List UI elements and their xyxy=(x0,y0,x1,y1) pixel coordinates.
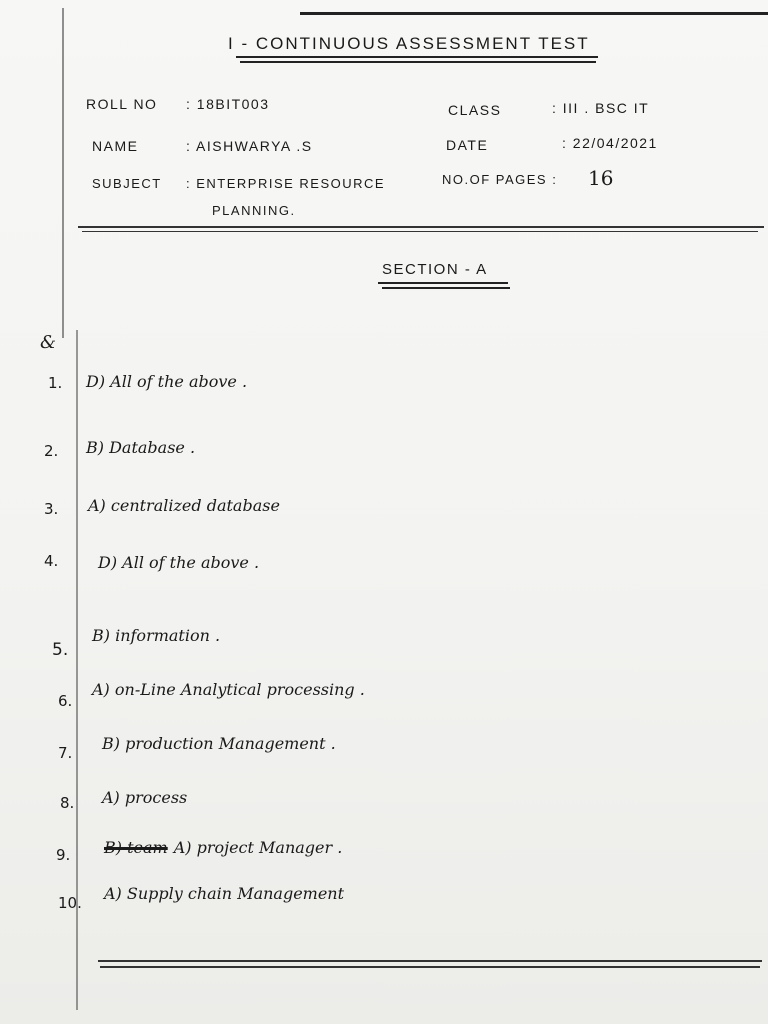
pages-label: NO.OF PAGES : xyxy=(442,172,558,187)
class-value: : III . BSC IT xyxy=(552,100,650,116)
answer-text: A) centralized database xyxy=(88,496,280,515)
answer-number: 8. xyxy=(60,794,75,812)
roll-label: ROLL NO xyxy=(86,96,158,112)
page-top-edge xyxy=(300,12,768,15)
answer-number: 1. xyxy=(48,374,63,392)
answer-text: B) information . xyxy=(92,626,221,645)
section-underline xyxy=(378,282,508,284)
answer-text: A) on-Line Analytical processing . xyxy=(92,680,365,699)
answer-number: 3. xyxy=(44,500,59,518)
section-underline-second xyxy=(382,287,510,289)
answer-text: B) production Management . xyxy=(102,734,336,753)
name-value: : AISHWARYA .S xyxy=(186,138,313,154)
answer-number: 10. xyxy=(58,894,82,912)
header-rule xyxy=(78,226,764,228)
answer-number: 9. xyxy=(56,846,71,864)
class-label: CLASS xyxy=(448,102,502,118)
header-rule-second xyxy=(82,231,758,232)
answer-text: B) Database . xyxy=(86,438,196,457)
answer-text-row xyxy=(104,838,342,857)
date-label: DATE xyxy=(446,137,489,153)
answer-text: A) project Manager . xyxy=(173,838,343,857)
answer-number: 2. xyxy=(44,442,59,460)
title-underline-second xyxy=(240,61,596,63)
margin-mark: & xyxy=(40,332,57,353)
date-value: : 22/04/2021 xyxy=(562,135,658,151)
subject-value-line1: : ENTERPRISE RESOURCE xyxy=(186,176,386,191)
pages-value: 16 xyxy=(588,166,614,190)
roll-value: : 18BIT003 xyxy=(186,96,270,112)
subject-value-line2: PLANNING. xyxy=(212,203,296,218)
subject-label: SUBJECT xyxy=(92,176,162,191)
test-title: I - CONTINUOUS ASSESSMENT TEST xyxy=(228,34,590,53)
margin-line-upper xyxy=(62,8,64,338)
answer-number: 6. xyxy=(58,692,73,710)
name-label: NAME xyxy=(92,138,139,154)
answer-number: 7. xyxy=(58,744,73,762)
answer-text: D) All of the above . xyxy=(86,372,248,391)
answer-text: A) Supply chain Management xyxy=(104,884,345,903)
bottom-rule-second xyxy=(100,966,760,968)
answer-text: D) All of the above . xyxy=(98,553,260,572)
section-title: SECTION - A xyxy=(382,261,488,278)
answer-number: 5. xyxy=(52,640,69,660)
title-underline xyxy=(236,56,598,58)
bottom-rule xyxy=(98,960,762,962)
crossed-out-text: B) team xyxy=(104,838,168,857)
answer-number: 4. xyxy=(44,552,59,570)
answer-text: A) process xyxy=(102,788,188,807)
